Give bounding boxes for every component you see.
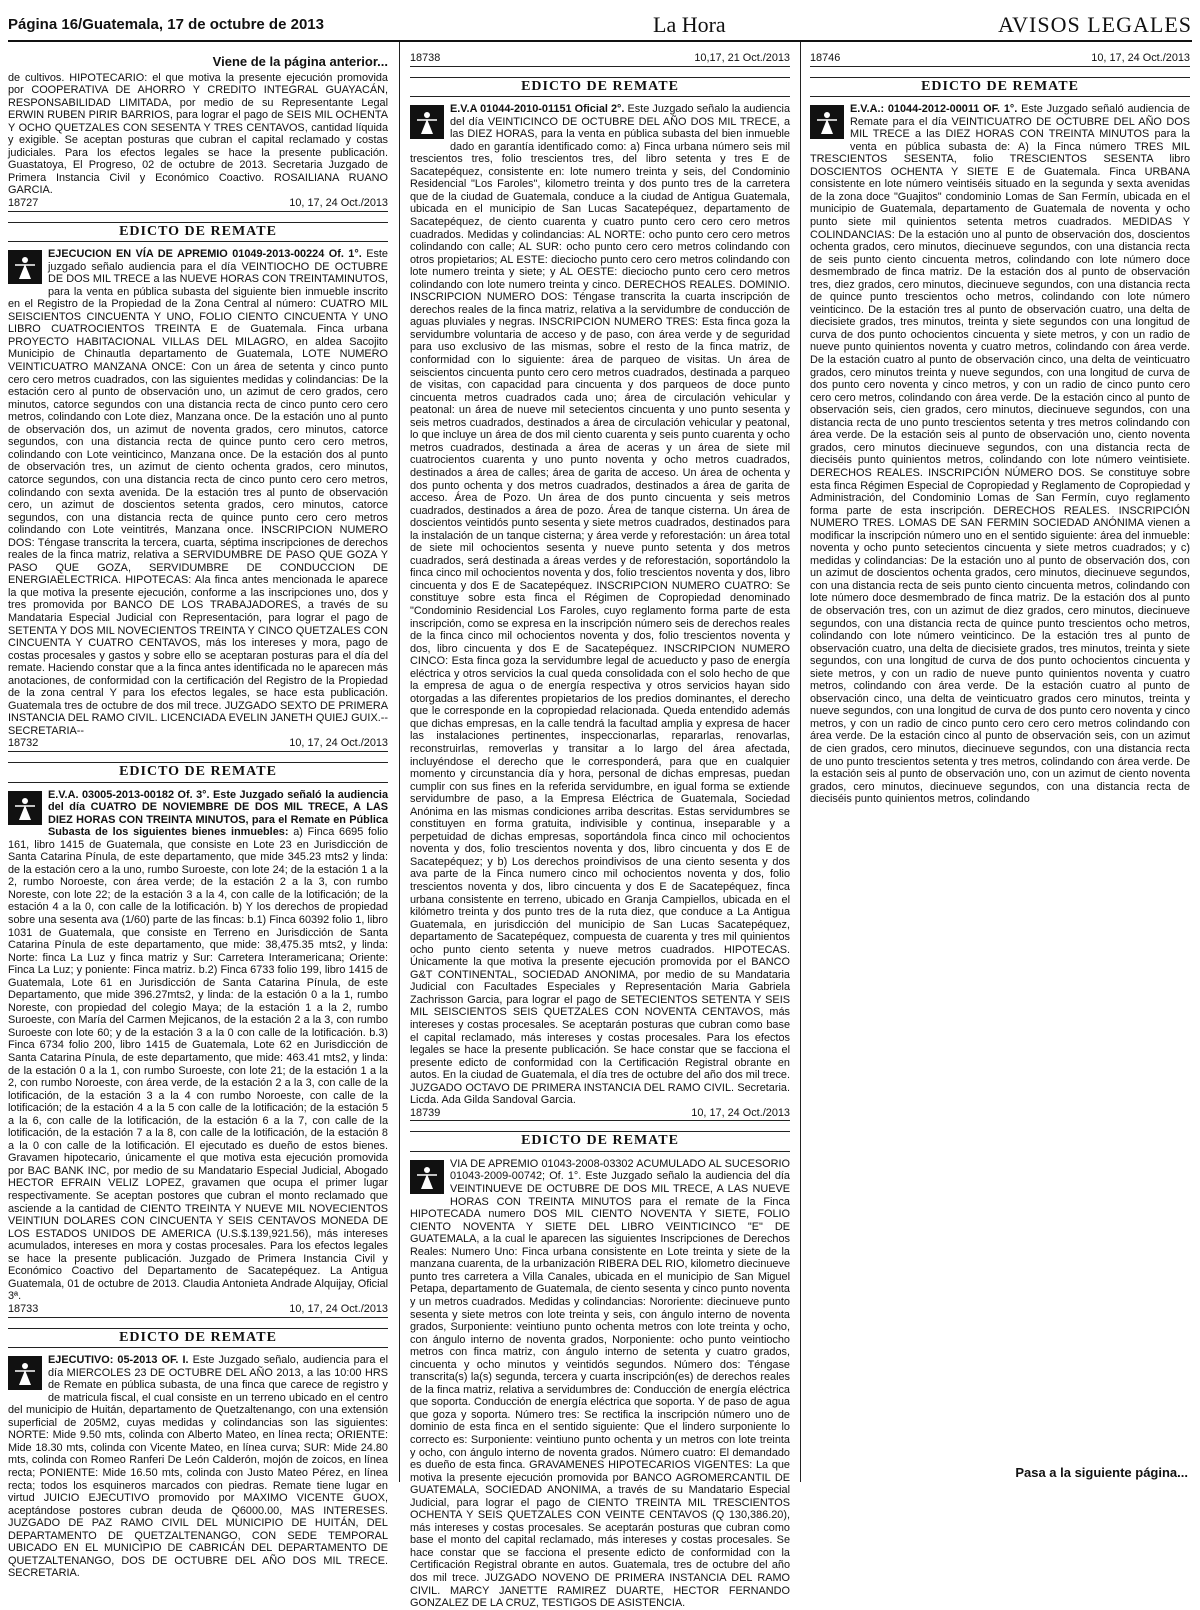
notice-text: Este Juzgado señalo, audiencia para el día MIERCOLES 23 DE OCTUBRE DEL AÑO 2013, a las 10:00 HRS de Remate en pública subasta, de una finca que carece de registro y de matricula fiscal, el cual consiste en un terreno ubicado en el centro del municipio de Huitán, departamento de Quetzaltenango, con una extensión superficial de 205M2, cuyas medidas y colindancias son las siguientes: NORTE: Mide 9.50 mts, colinda con Alberto Mateo, en línea recta; ORIENTE: Mide 18.30 mts, colinda con Vicente Mateo, en línea curva; SUR: Mide 24.80 mts, colinda con Romeo Ranferi De León Calderón, mojón de zoicos, en línea recta; PONIENTE: Mide 16.50 mts, colinda con Justo Mateo Pérez, en línea recta; todos los esquineros marcados con piedras. Remate tiene lugar en virtud JUICIO EJECUTIVO promovido por MAXIMO VICENTE GUOX, aceptándose postores cubran deuda de Q6000.00, MAS INTERESES. JUZGADO DE PAZ RAMO CIVIL DEL MUNICIPIO DE HUITÁN, DEL DEPARTAMENTO DE QUETZALTENANGO, CON SEDE TEMPORAL UBICADO EN EL MUNICIPIO DE CABRICÁN DEL DEPARTAMENTO DE QUETZALTENANGO, DOS DE OCTUBRE DEL AÑO DOS MIL TRECE. SECRETARIA.: [8, 1354, 388, 1580]
column-divider: [800, 42, 801, 1482]
notice-id: 18739: [410, 1106, 441, 1119]
notice-body: [810, 103, 1190, 806]
notice-title: EDICTO DE REMATE: [8, 762, 388, 783]
notice-id: 18738: [410, 52, 441, 64]
notice-title: EDICTO DE REMATE: [8, 222, 388, 243]
notice-id: 18727: [8, 197, 39, 210]
section-title: AVISOS LEGALES: [998, 12, 1192, 37]
notice-body: de cultivos. HIPOTECARIO: el que motiva la presente ejecución promovida por COOPERATIVA DE AHORRO Y CREDITO INTEGRAL GUAYACÁN, RESPONSABILIDAD LIMITADA, por medio de su Representante Legal ERWIN RUBEN PIRIR BARRIOS, para lograr el pago de SEIS MIL OCHENTA Y OCHO QUETZALES CON SESENTA Y TRES CENTAVOS, cantidad líquida y exigible. Se aceptan posturas que cubran el capital reclamado y costas judiciales. Para los efectos legales se hace la presente publicación. Guastatoya, El Progreso, 02 de octubre de 2013. Secretaria Juzgado de Primera Instancia Civil y Económico Coactivo. ROSAILIANA RUANO GARCIA.: [8, 71, 388, 197]
publication-dates: 10,17, 21 Oct./2013: [694, 52, 790, 64]
notice-text: Este Juzgado señaló audiencia de Remate para el día VEINTICUATRO DE OCTUBRE DEL AÑO DOS MIL TRECE a las DIEZ HORAS CON TREINTA MINUTOS para la venta en pública subasta de: A) la Finca número TRES MIL TRESCIENTOS SESENTA, folio TRESCIENTOS SESENTA libro DOSCIENTOS OCHENTA Y SIETE E de Guatemala. Finca URBANA consistente en lote número veintiséis situado en la segunda y sexta avenidas de la zona doce "Guajitos" condominio Lomas de San Fermín, ubicada en el municipio de Guatemala, departamento de Guatemala de noventa y ocho punto siete mil quinientos setenta metros cuadrados. MEDIDAS Y COLINDANCIAS: De la estación uno al punto de observación dos, doscientos ochenta grados, cero minutos, diecinueve segundos, con una distancia recta de seis punto ciento cincuenta metros, colindando con lote número doce desmembrado de finca matriz. De la estación dos al punto de observación tres, diez grados, cero minutos, diecinueve segundos, con una distancia recta de quince punto trescientos ocho metros, colindando con lote número veinticinco. De la estación tres al punto de observación cuatro, una delta de diecisiete grados, tres minutos, treinta y siete segundos con una longitud de curva de dos punto ochocientos cincuenta y siete metros, y con un radio de nueve punto quinientos noventa y cuatro metros, colindando con área verde. De la estación cuatro al punto de observación cinco, una delta de veinticuatro grados, cero minutos treinta y nueve segundos, con una longitud de curva de dos punto cero noventa y cinco metros, y con un radio de cinco punto cero cero cero metros, colindando con área verde. De la estación cinco al punto de observación seis, cien grados, cero minutos, diecinueve segundos, con una distancia recta de uno punto trescientos setenta y tres metros colindando con área verde. De la estación seis al punto de observación uno, ciento noventa grados, cero minutos diecinueve segundos, con una distancia recta de dieciséis punto quinientos metros, colindando con lote número veintisiete. DERECHOS REALES. INSCRIPCIÓN NÚMERO DOS. Se constituye sobre esta finca Régimen Especial de Copropiedad y Reglamento de Copropiedad y Administración, del Condominio Lomas de San Fermín, cuyo reglamento forma parte de esta inscripción. DERECHOS REALES. INSCRIPCIÓN NUMERO TRES. LOMAS DE SAN FERMIN SOCIEDAD ANÓNIMA vienen a modificar la inscripción número uno en el sentido siguiente: área del inmueble: noventa y ocho punto setecientos cincuenta y siete metros cuadrados; y c) medidas y colindancias: De la estación uno al punto de observación dos, con un azimut de doscientos ochenta grados, cero minutos, diecinueve segundos, con una distancia recta de seis punto ciento cincuenta metros, colindando con lote número doce desmembrado de finca matriz. De la estación dos al punto de observación tres, con un azimut de diez grados, cero minutos, diecinueve segundos, con una distancia recta de quince punto trescientos ocho metros, colindando con lote número veinticinco. De la estación tres al punto de observación cuatro, una delta de diecisiete grados, tres minutos, treinta y siete segundos, con una longitud de curva de dos punto ochocientos cincuenta y siete metros, y con un radio de nueve punto quinientos noventa y cuatro metros, colindando con área verde. De la estación cuatro al punto de observación cinco, una delta de veinticuatro grados cero minutos, treinta y nueve segundos, con una longitud de curva de dos punto cero noventa y cinco metros, y con un radio de cinco punto cero cero cero metros colindando con área verde. De la estación cinco al punto de observación seis, con un azimut de cien grados, cero minutos, diecinueve segundos, con una distancia recta de uno punto trescientos setenta y tres metros, colindando con área verde. De la estación seis al punto de observación uno, con un azimut de ciento noventa grados, cero minutos, diecinueve segundos, con una distancia recta de dieciséis punto quinientos metros, colindando: [810, 103, 1190, 806]
continued-on-label: Pasa a la siguiente página...: [1009, 1465, 1188, 1480]
notice-text: Este Juzgado señalo la audiencia del día VEINTICINCO DE OCTUBRE DEL AÑO DOS MIL TRECE, a las DIEZ HORAS, para la venta en pública subasta del bien inmueble dado en garantía identificado como: a) Finca urbana número seis mil trescientos tres, folio trescientos tres, del libro setenta y tres E de Sacatepéquez, consistente en: lote numero treinta y seis, del Condominio Residencial "Los Faroles", kilometro treinta y dos punto tres de la carretera que de la ciudad de Guatemala, conduce a la ciudad de Antigua Guatemala, ubicada en el municipio de San Lucas Sacatepéquez, departamento de Sacatepéquez, de ciento cuarenta y cuatro punto cero cero cero metros cuadrados. Medidas y colindancias: AL NORTE: ocho punto cero cero metros colindando con calle; AL SUR: ocho punto cero cero metros colindando con otros propietarios; AL ESTE: dieciocho punto cero cero metros colindando con lote numero treinta y siete; y AL OESTE: dieciocho punto cero cero metros colindando con lote numero treinta y cinco. DERECHOS REALES. DOMINIO. INSCRIPCION NUMERO DOS: Téngase transcrita la cuarta inscripción de derechos reales de la finca matriz, relativa a la servidumbre de conducción de aguas pluviales y negras. INSCRIPCION NUMERO TRES: Esta finca goza la servidumbre voluntaria de acceso y de paso, con área verde y de seguridad para uso exclusivo de las mismas, sobre el resto de la finca matriz, de conformidad con lo siguiente: área de parqueo de visitas. Un área de seiscientos cincuenta punto cero cero metros cuadrados, destinada a parqueo de visitas, con capacidad para cincuenta y dos parqueos de doce punto cincuenta metros cuadrados cada uno; área de circulación vehicular y peatonal: un área de nueve mil setecientos cincuenta y uno punto sesenta y seis metros cuadrados, destinados a área de circulación vehicular y peatonal, lo que incluye un área de dos mil ciento cuarenta y seis punto cuarenta y ocho metros cuadrados, destinada a área de aceras y un área de siete mil cuatrocientos cuarenta y uno punto noventa y ocho metros cuadrados, destinados a área de calles; área de garita de acceso. Un área de ochenta y dos punto ochenta y dos metros cuadrados, destinados a área de garita de acceso. Área de Pozo. Un área de dos punto cincuenta y seis metros cuadrados, destinados a área de pozo. Área de tanque cisterna. Un área de doscientos veintidós punto sesenta y siete metros cuadrados, destinados para la instalación de un tanque cisterna; y área verde y reforestación: un área total de siete mil ochocientos sesenta y nueve punto setenta y dos metros cuadrados, será destinada a áreas verdes y de reforestación, soportándolo la finca cinco mil ochocientos noventa y dos, folio trescientos noventa y dos, libro cincuenta y dos E de Sacatepéquez. INSCRIPCION NUMERO CUATRO: Se constituye sobre esta finca el Régimen de Copropiedad denominado "Condominio Residencial Los Faroles, cuyo reglamento forma parte de esta inscripción, como se expresa en la inscripción número seis de derechos reales de la finca cinco mil ochocientos noventa y dos, folio trescientos noventa y dos, libro cincuenta y dos E de Sacatepéquez. INSCRIPCION NUMERO CINCO: Esta finca goza la servidumbre legal de acueducto y paso de energía eléctrica y otros servicios la cual queda consolidada con el solo hecho de que la empresa de agua o de energía respectiva y otros servicios hayan sido otorgadas a las diferentes propietarios de los predios dominantes, el derecho que le corresponde en la copropiedad relacionada. Queda entendido además que dichas empresas, en la calle tendrá la facultad amplia y expresa de hacer las instalaciones pertinentes, inspeccionarlas, repararlas, renovarlas, reconstruirlas, removerlas y transitar a lo largo del área afectada, incluyéndose el derecho que le corresponderá, para que en cualquier momento y circunstancia día y hora, personal de dichas empresas, puedan cumplir con sus fines en la referida servidumbre, en igual forma se extiende servidumbre de paso, a la Empresa Eléctrica de Guatemala, Sociedad Anónima en las mismas condiciones arriba descritas. Estas servidumbres se constituyen en forma gratuita, indivisible y continua, inseparable y a perpetuidad de dichas empresas, soportándola finca cinco mil ochocientos noventa y dos, folio trescientos noventa y dos, libro cincuenta y dos E de Sacatepéquez; y b) Los derechos proindivisos de una ciento sesenta y dos ava parte de la Finca numero cinco mil ochocientos noventa y dos, folio trescientos noventa y dos, libro cincuenta y dos E de Sacatepéquez, finca urbana consistente en terreno, ubicado en Granja Campiellos, ubicada en el kilómetro treinta y dos punto tres de la ruta diez, que conduce a La Antigua Guatemala, en jurisdicción del municipio de San Lucas Sacatepéquez, departamento de Sacatepéquez, compuesta de cuarenta y tres mil quinientos ocho punto ciento setenta y nueve metros cuadrados. HIPOTECAS. Únicamente la que motiva la presente ejecución promovida por el BANCO G&T CONTINENTAL, SOCIEDAD ANONIMA, por medio de su Mandataria Judicial con Facultades Especiales y Representación Maria Gabriela Zachrisson Garcia, para lograr el pago de SETECIENTOS SETENTA Y SEIS MIL SEISCIENTOS SEIS QUETZALES CON NOVENTA CENTAVOS, más intereses y costas procesales. Se aceptarán posturas que cubran como base el capital reclamado, más intereses y costas procesales. Para los efectos legales se hace la presente publicación. Se hace constar que se facciona el presente edicto de conformidad con la Certificación Registral obrante en autos. En la ciudad de Guatemala, el día tres de octubre del año dos mil trece. JUZGADO OCTAVO DE PRIMERA INSTANCIA DEL RAMO CIVIL. Secretaria. Licda. Ada Gilda Sandoval Garcia.: [410, 103, 790, 1107]
notice-lead: E.V.A.: 01044-2012-00011 OF. 1°.: [850, 103, 1018, 116]
legal-notice: [410, 1131, 790, 1609]
page-number-date: Página 16/Guatemala, 17 de octubre de 2013: [8, 16, 324, 33]
publication-dates: 10, 17, 24 Oct./2013: [289, 737, 388, 750]
notice-body: [410, 103, 790, 1107]
notice-text: a) Finca 6695 folio 161, libro 1415 de Guatemala, que consiste en Lote 23 en Jurisdicción de Santa Catarina Pínula, de este departamento, que mide 345.23 mts2 y linda: de la estación cero a la uno, rumbo Suroeste, con lote 24; de la estación 1 a la 2, rumbo Noroeste, con área verde; de la estación 2 a la 3, con rumbo Noreste, con lote 22; de la estación 3 a la 4, con calle de la lotificación; de la estación 4 a la 0, con calle de la lotificación. b) Y los derechos de propiedad sobre una sesenta ava (1/60) parte de las fincas: b.1) Finca 60392 folio 1, libro 1031 de Guatemala, que consiste en Terreno en Jurisdicción de Santa Catarina Pínula de este departamento, que mide: 38,475.35 mts2, y linda: Norte: finca La Luz y finca matriz y Sur: Carretera Interamericana; Oriente: Finca La Luz; y poniente: Finca matriz. b.2) Finca 6733 folio 199, libro 1415 de Guatemala, Lote 61 en Jurisdicción de Santa Catarina Pínula, de este Departamento, que mide 396.27mts2, y linda: de la estación 0 a la 1, rumbo Noreste, con propiedad del colegio Maya; de la estación 1 a la 2, rumbo Suroeste, con María del Carmen Mejicanos, de la estación 2 a la 3, con rumbo Suroeste con lote 60; y de la estación 3 a la 0 con calle de la lotificación. b.3) Finca 6734 folio 200, libro 1415 de Guatemala, Lote 62 en Jurisdicción de Santa Catarina Pínula, de este departamento, que mide: 463.41 mts2, y linda: de la estación 0 a la 1, con rumbo Suroeste, con lote 21; de la estación 1 a la 2, con rumbo Noroeste, con área verde, de la estación 2 a la 3, con calle de la lotificación, de la estación 3 a la 4 con rumbo Noroeste, con calle de la lotificación; de la estación 4 a la 5 con calle de la lotificación; de la estación 5 a la 6, con calle de la lotificación, de la estación 6 a la 7, con calle de la lotificación, de la estación 7 a la 8, con calle de la lotificación, de la estación 8 a la 0 con calle de la lotificación. El ejecutado es dueño de estos bienes. Gravamen hipotecario, únicamente el que motiva esta ejecución promovida por BAC BANK INC, por medio de su Mandatario Especial Judicial, Abogado HECTOR EFRAIN VELIZ LOPEZ, gravamen que ocupa el primer lugar respectivamente. Se aceptan postores que cubran el monto reclamado que asciende a la cantidad de CIENTO TREINTA Y NUEVE MIL NOVECIENTOS VEINTIUN DOLARES CON CINCUENTA Y SEIS CENTAVOS MONEDA DE LOS ESTADOS UNIDOS DE AMERICA (U.S.$.139,921.56), más intereses acumulados, intereses en mora y costas procesales. Para los efectos legales se hace la presente publicación. Juzgado de Primera Instancia Civil y Económico Coactivo del Departamento de Sacatepéquez. La Antigua Guatemala, 01 de octubre de 2013. Claudia Antonieta Andrade Alquijay, Oficial 3ª.: [8, 826, 389, 1303]
notice-footer: [8, 1303, 388, 1318]
notice-title: EDICTO DE REMATE: [810, 77, 1190, 98]
scales-of-justice-icon: [810, 105, 844, 139]
notice-id: 18732: [8, 737, 39, 750]
legal-notice: [8, 72, 388, 212]
scales-of-justice-icon: [8, 1356, 42, 1390]
notice-lead: E.V.A. 03005-2013-00182 Of. 3°. Este Juzgado señaló la audiencia del día CUATRO DE NOVIEMBRE DE DOS MIL TRECE, A LAS DIEZ HORAS CON TREINTA MINUTOS, para el Remate en Pública Subasta de los siguientes bienes inmuebles:: [48, 788, 388, 839]
legal-notice: [8, 762, 388, 1318]
notice-lead: E.V.A 01044-2010-01151 Oficial 2°.: [450, 103, 625, 116]
column-2: [410, 52, 790, 1610]
notice-footer: [8, 197, 388, 212]
notice-body: VIA DE APREMIO 01043-2008-03302 ACUMULADO AL SUCESORIO 01043-2009-00742; Of. 1°. Este Juzgado señalo la audiencia del día VEINTINUEVE DE OCTUBRE DE DOS MIL TRECE, A LAS NUEVE HORAS CON TREINTA MINUTOS para el remate de la Finca HIPOTECADA numero DOS MIL CIENTO NOVENTA Y SIETE, FOLIO CIENTO NOVENTA Y SIETE DEL LIBRO VEINTICINCO "E" DE GUATEMALA, a la cual le aparecen las siguientes Inscripciones de Derechos Reales: Numero Uno: Finca urbana consistente en Lote treinta y siete de la manzana cuarenta, de la urbanización RIBERA DEL RIO, kilometro diecinueve punto tres carretera a Villa Canales, ubicada en el municipio de San Miguel Petapa, departamento de Guatemala, de ciento sesenta y cinco punto noventa y un metros cuadrados. Medidas y colindancias: Nororiente: diecinueve punto sesenta y siete metros con lote treinta y seis, con ángulo interno de noventa grados, Surponiente: veintiuno punto ochenta metros con lote treinta y ocho, con ángulo interno de noventa grados, Norponiente: ocho punto veintiocho metros con finca matriz, con ángulo interno de setenta y cuatro grados, cincuenta y ocho minutos y veintidós segundos. Número dos: Téngase transcrita(s) la(s) segunda, tercera y cuarta inscripción(es) de derechos reales de la finca matriz, relativa a servidumbres de: Conducción de energía eléctrica que soporta. Conducción de energía eléctrica que soporta. Y de paso de agua que goza y soporta. Número tres: Se rectifica la inscripción número uno de dominio de esta finca en el sentido siguiente: Que el lindero surponiente lo correcto es: Surponiente: veintiuno punto ochenta y un metros con lote treinta y ocho, con ángulo interno de noventa grados. Número cuatro: El demandado es dueño de esta finca. GRAVAMENES HIPOTECARIOS VIGENTES: La que motiva la presente ejecución promovida por BANCO AGROMERCANTIL DE GUATEMALA, SOCIEDAD ANONIMA, a través de su Mandatario Especial Judicial, para lograr el pago de CIENTO TREINTA MIL TRESCIENTOS OCHENTA Y SEIS QUETZALES CON VEINTE CENTAVOS (Q 130,386.20), más intereses y costas procesales. Se aceptarán posturas que cubran como base el monto del capital reclamado, más intereses y costas procesales. Se hace constar que se facciona el presente edicto de conformidad con la Certificación Registral obrante en autos. Guatemala, tres de octubre del año dos mil trece. JUZGADO NOVENO DE PRIMERA INSTANCIA DEL RAMO CIVIL. MARCY JANETTE RAMIREZ DUARTE, HECTOR FERNANDO GONZALEZ DE LA CRUZ, TESTIGOS DE ASISTENCIA.: [410, 1157, 790, 1610]
publication-dates: 10, 17, 24 Oct./2013: [691, 1106, 790, 1119]
notice-title: EDICTO DE REMATE: [8, 1328, 388, 1349]
publication-dates: 10, 17, 24 Oct./2013: [1091, 52, 1190, 64]
scales-of-justice-icon: [8, 250, 42, 284]
notice-body: [8, 248, 388, 737]
legal-notice: [410, 77, 790, 1122]
column-3: [810, 52, 1190, 1482]
notice-footer: [810, 52, 1190, 67]
notice-footer: [8, 737, 388, 752]
publication-dates: 10, 17, 24 Oct./2013: [289, 1302, 388, 1315]
publication-dates: 10, 17, 24 Oct./2013: [289, 197, 388, 210]
legal-notice: [8, 1328, 388, 1580]
notice-body: [8, 1354, 388, 1580]
column-divider: [399, 42, 400, 1482]
column-1: [8, 52, 389, 1580]
notice-lead: EJECUTIVO: 05-2013 OF. I.: [48, 1354, 189, 1367]
scales-of-justice-icon: [8, 791, 42, 825]
notice-body: [8, 789, 388, 1303]
page-header: [8, 14, 1192, 42]
legal-notice: [810, 77, 1190, 806]
continued-from-label: Viene de la página anterior...: [212, 54, 388, 69]
newspaper-name: La Hora: [653, 12, 726, 37]
notice-text: Este juzgado señalo audiencia para el día VEINTIOCHO DE OCTUBRE DE DOS MIL TRECE a las NUEVE HORAS CON TREINTAMINUTOS, para la venta en pública subasta del siguiente bien inmueble inscrito en el Registro de la Propiedad de la Zona Central al número: CUATRO MIL SEISCIENTOS CINCUENTA Y UNO, FOLIO CIENTO CINCUENTA Y UNO LIBRO CUATROCIENTOS TREINTA E de Guatemala. Finca urbana PROYECTO HABITACIONAL VILLAS DEL MILAGRO, en aldea Sacojito Municipio de Chinautla departamento de Guatemala, LOTE NUMERO VEINTICUATRO MANZANA ONCE: Con un área de setenta y cinco punto cero cero metros cuadrados, con las siguientes medidas y colindancias: De la estación cero al punto de observación uno, un azimut de cero grados, cero minutos, catorce segundos con una distancia recta de cinco punto cero cero metros, colindando con Lote diez, Manzana once. De la estación uno al punto de observación dos, un azimut de noventa grados, cero minutos, catorce segundos, con una distancia recta de quince punto cero cero metros, colindando con Lote veinticinco, Manzana once. De la estación dos al punto de observación tres, un azimut de ciento ochenta grados, cero minutos, catorce segundos, con una distancia recta de cinco punto cero cero metros, colindando con sexta avenida. De la estación tres al punto de observación cero, un azimut de doscientos setenta grados, cero minutos, catorce segundos, con una distancia recta de quince punto cero cero metros colindando con Lote veintitrés, Manzana once. INSCRIPCION NUMERO DOS: Téngase transcrita la tercera, cuarta, séptima inscripciones de derechos reales de la finca matriz, relativa a SERVIDUMBRE DE PASO QUE GOZA Y PASO QUE GOZA, SERVIDUMBRE DE CONDUCCION DE ENERGIAELECTRICA. HIPOTECAS: Ala finca antes mencionada le aparece la que motiva la presente ejecución, conforme a las inscripciones uno, dos y tres promovida por BANCO DE LOS TRABAJADORES, a través de su Mandataria Especial Judicial con Representación, para lograr el pago de SETENTA Y DOS MIL NOVECIENTOS TREINTA Y CINCO QUETZALES CON CINCUENTA Y CUATRO CENTAVOS, más los intereses y mora, pago de costas procesales y gastos y sobre ello se aceptaran posturas para el día del remate. Haciendo constar que a la finca antes identificada no le aparecen más anotaciones, de conformidad con la certificación del Registro de la Propiedad de la zona central Y para los efectos legales, se hace esta publicación. Guatemala tres de octubre de dos mil trece. JUZGADO SEXTO DE PRIMERA INSTANCIA DEL RAMO CIVIL. LICENCIADA EVELIN JANETH QUIEJ GUIX.--SECRETARIA--: [8, 248, 388, 737]
notice-footer: [410, 52, 790, 67]
notice-id: 18746: [810, 52, 841, 64]
scales-of-justice-icon: [410, 1160, 444, 1194]
notice-id: 18733: [8, 1302, 39, 1315]
notice-title: EDICTO DE REMATE: [410, 77, 790, 98]
notice-lead: EJECUCION EN VÍA DE APREMIO 01049-2013-00224 Of. 1°.: [48, 248, 362, 261]
notice-title: EDICTO DE REMATE: [410, 1131, 790, 1152]
legal-notice: [8, 222, 388, 752]
scales-of-justice-icon: [410, 105, 444, 139]
notice-footer: [410, 1107, 790, 1122]
